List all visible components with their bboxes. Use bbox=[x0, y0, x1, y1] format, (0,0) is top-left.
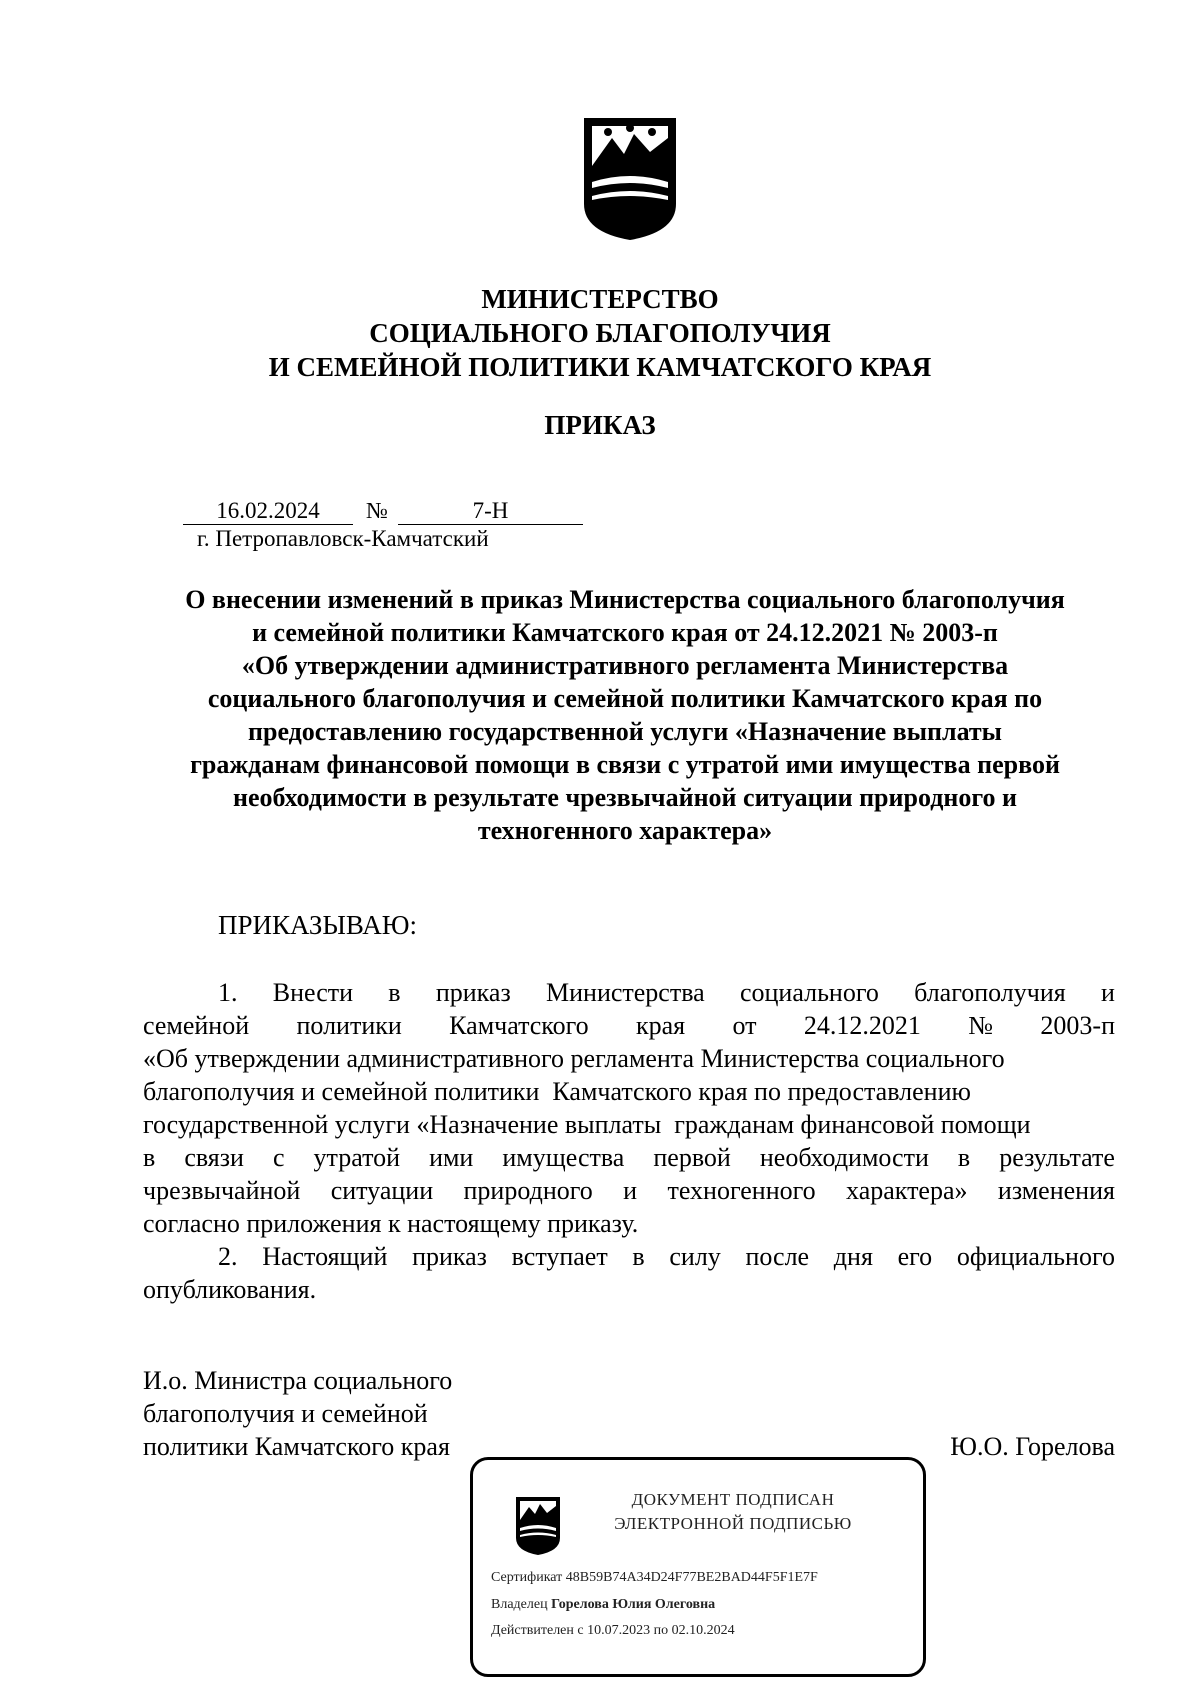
owner-value: Горелова Юлия Олеговна bbox=[551, 1597, 716, 1612]
body-word: ими bbox=[429, 1143, 474, 1172]
coat-of-arms-emblem-icon bbox=[578, 108, 682, 242]
body-word: 2003-п bbox=[1040, 1011, 1115, 1040]
body-word: благополучия bbox=[914, 978, 1066, 1007]
body-word: с bbox=[272, 1143, 285, 1172]
ministry-line: СОЦИАЛЬНОГО БЛАГОПОЛУЧИЯ bbox=[369, 318, 831, 348]
body-word: опубликования. bbox=[143, 1275, 317, 1304]
body-word: приказ bbox=[412, 1242, 487, 1271]
ministry-line: И СЕМЕЙНОЙ ПОЛИТИКИ КАМЧАТСКОГО КРАЯ bbox=[268, 352, 932, 382]
body-word: Министерства bbox=[546, 978, 705, 1007]
ministry-name bbox=[0, 282, 1200, 384]
stamp-emblem-icon bbox=[513, 1492, 563, 1556]
body-word: семейной bbox=[143, 1011, 250, 1040]
body-line bbox=[143, 1174, 1115, 1207]
signer-name: Ю.О. Горелова bbox=[950, 1432, 1115, 1461]
body-word: Камчатского bbox=[449, 1011, 589, 1040]
body-line bbox=[143, 1108, 1115, 1141]
body-word: государственной услуги «Назначение выплаты гражданам финансовой помощи bbox=[143, 1110, 1031, 1139]
body-word: имущества bbox=[502, 1143, 625, 1172]
body-word: «Об утверждении административного регламента Министерства социального bbox=[143, 1044, 1005, 1073]
subject-line: предоставлению государственной услуги «Назначение выплаты bbox=[248, 717, 1002, 746]
body-word: политики bbox=[296, 1011, 402, 1040]
body-line bbox=[143, 1075, 1115, 1108]
electronic-signature-stamp bbox=[470, 1457, 926, 1677]
stamp-certificate-row bbox=[491, 1570, 818, 1586]
body-word: необходимости bbox=[759, 1143, 929, 1172]
signer-position-line: политики Камчатского края bbox=[143, 1432, 450, 1461]
body-word: социального bbox=[739, 978, 879, 1007]
certificate-label: Сертификат bbox=[491, 1570, 563, 1585]
subject-line: гражданам финансовой помощи в связи с утратой ими имущества первой bbox=[190, 750, 1060, 779]
subject-line: «Об утверждении административного регламента Министерства bbox=[241, 651, 1009, 680]
body-word: согласно приложения к настоящему приказу. bbox=[143, 1209, 639, 1238]
stamp-title bbox=[583, 1488, 883, 1536]
subject-line: техногенного характера» bbox=[477, 816, 773, 845]
body-line bbox=[143, 1141, 1115, 1174]
ministry-line: МИНИСТЕРСТВО bbox=[481, 284, 719, 314]
body-word: характера» bbox=[846, 1176, 968, 1205]
body-word: Внести bbox=[272, 978, 354, 1007]
number-sign: № bbox=[366, 498, 388, 523]
body-word: края bbox=[636, 1011, 686, 1040]
body-word: Настоящий bbox=[262, 1242, 388, 1271]
body-word: силу bbox=[669, 1242, 721, 1271]
issue-city: г. Петропавловск-Камчатский bbox=[197, 526, 489, 551]
valid-to-label: по bbox=[653, 1623, 669, 1638]
signer-position bbox=[143, 1364, 452, 1463]
body-word: изменения bbox=[997, 1176, 1115, 1205]
valid-from-label: Действителен с bbox=[491, 1623, 584, 1638]
body-word: ситуации bbox=[330, 1176, 434, 1205]
signer-position-line: благополучия и семейной bbox=[143, 1399, 428, 1428]
body-word: приказ bbox=[435, 978, 511, 1007]
body-word: в bbox=[632, 1242, 645, 1271]
body-word: чрезвычайной bbox=[143, 1176, 301, 1205]
owner-label: Владелец bbox=[491, 1597, 548, 1612]
body-word: 2. bbox=[218, 1242, 238, 1271]
valid-from-value: 10.07.2023 bbox=[587, 1623, 651, 1638]
body-word: первой bbox=[653, 1143, 731, 1172]
body-word: 1. bbox=[218, 978, 238, 1007]
body-word: от bbox=[732, 1011, 757, 1040]
body-word: результате bbox=[999, 1143, 1115, 1172]
body-word: № bbox=[968, 1011, 994, 1040]
body-word: благополучия и семейной политики Камчатского края по предоставлению bbox=[143, 1077, 971, 1106]
body-word: связи bbox=[184, 1143, 244, 1172]
body-line bbox=[143, 1009, 1115, 1042]
stamp-owner-row bbox=[491, 1597, 715, 1613]
body-word: после bbox=[745, 1242, 810, 1271]
subject-line: и семейной политики Камчатского края от 24.12.2021 № 2003-п bbox=[252, 618, 998, 647]
stamp-title-line: ЭЛЕКТРОННОЙ ПОДПИСЬЮ bbox=[614, 1514, 852, 1533]
order-body bbox=[143, 976, 1115, 1306]
subject-line: социального благополучия и семейной политики Камчатского края по bbox=[207, 684, 1043, 713]
body-word: природного bbox=[463, 1176, 593, 1205]
body-word: и bbox=[1101, 978, 1115, 1007]
order-number: 7-Н bbox=[398, 498, 583, 525]
subject-line: необходимости в результате чрезвычайной ситуации природного и bbox=[233, 783, 1017, 812]
order-directive: ПРИКАЗЫВАЮ: bbox=[218, 910, 417, 940]
body-word: утратой bbox=[313, 1143, 401, 1172]
body-word: в bbox=[388, 978, 401, 1007]
body-word: в bbox=[957, 1143, 971, 1172]
body-line bbox=[218, 1240, 1115, 1273]
valid-to-value: 02.10.2024 bbox=[671, 1623, 735, 1638]
subject-line: О внесении изменений в приказ Министерства социального благополучия bbox=[185, 585, 1065, 614]
body-line bbox=[143, 1042, 1115, 1075]
body-word: в bbox=[143, 1143, 156, 1172]
body-word: техногенного bbox=[667, 1176, 816, 1205]
order-subject bbox=[140, 583, 1110, 847]
body-word: вступает bbox=[511, 1242, 608, 1271]
document-type: ПРИКАЗ bbox=[544, 410, 656, 440]
certificate-value: 48B59B74A34D24F77BE2BAD44F5F1E7F bbox=[565, 1570, 818, 1585]
signer-position-line: И.о. Министра социального bbox=[143, 1366, 453, 1395]
body-line bbox=[218, 976, 1115, 1009]
stamp-title-line: ДОКУМЕНТ ПОДПИСАН bbox=[631, 1490, 835, 1509]
body-word: 24.12.2021 bbox=[803, 1011, 921, 1040]
body-line bbox=[143, 1207, 1115, 1240]
body-word: официального bbox=[956, 1242, 1115, 1271]
body-word: и bbox=[623, 1176, 638, 1205]
stamp-validity-row bbox=[491, 1623, 735, 1639]
order-date: 16.02.2024 bbox=[183, 498, 353, 525]
body-word: его bbox=[897, 1242, 933, 1271]
body-word: дня bbox=[833, 1242, 873, 1271]
body-line bbox=[143, 1273, 1115, 1306]
